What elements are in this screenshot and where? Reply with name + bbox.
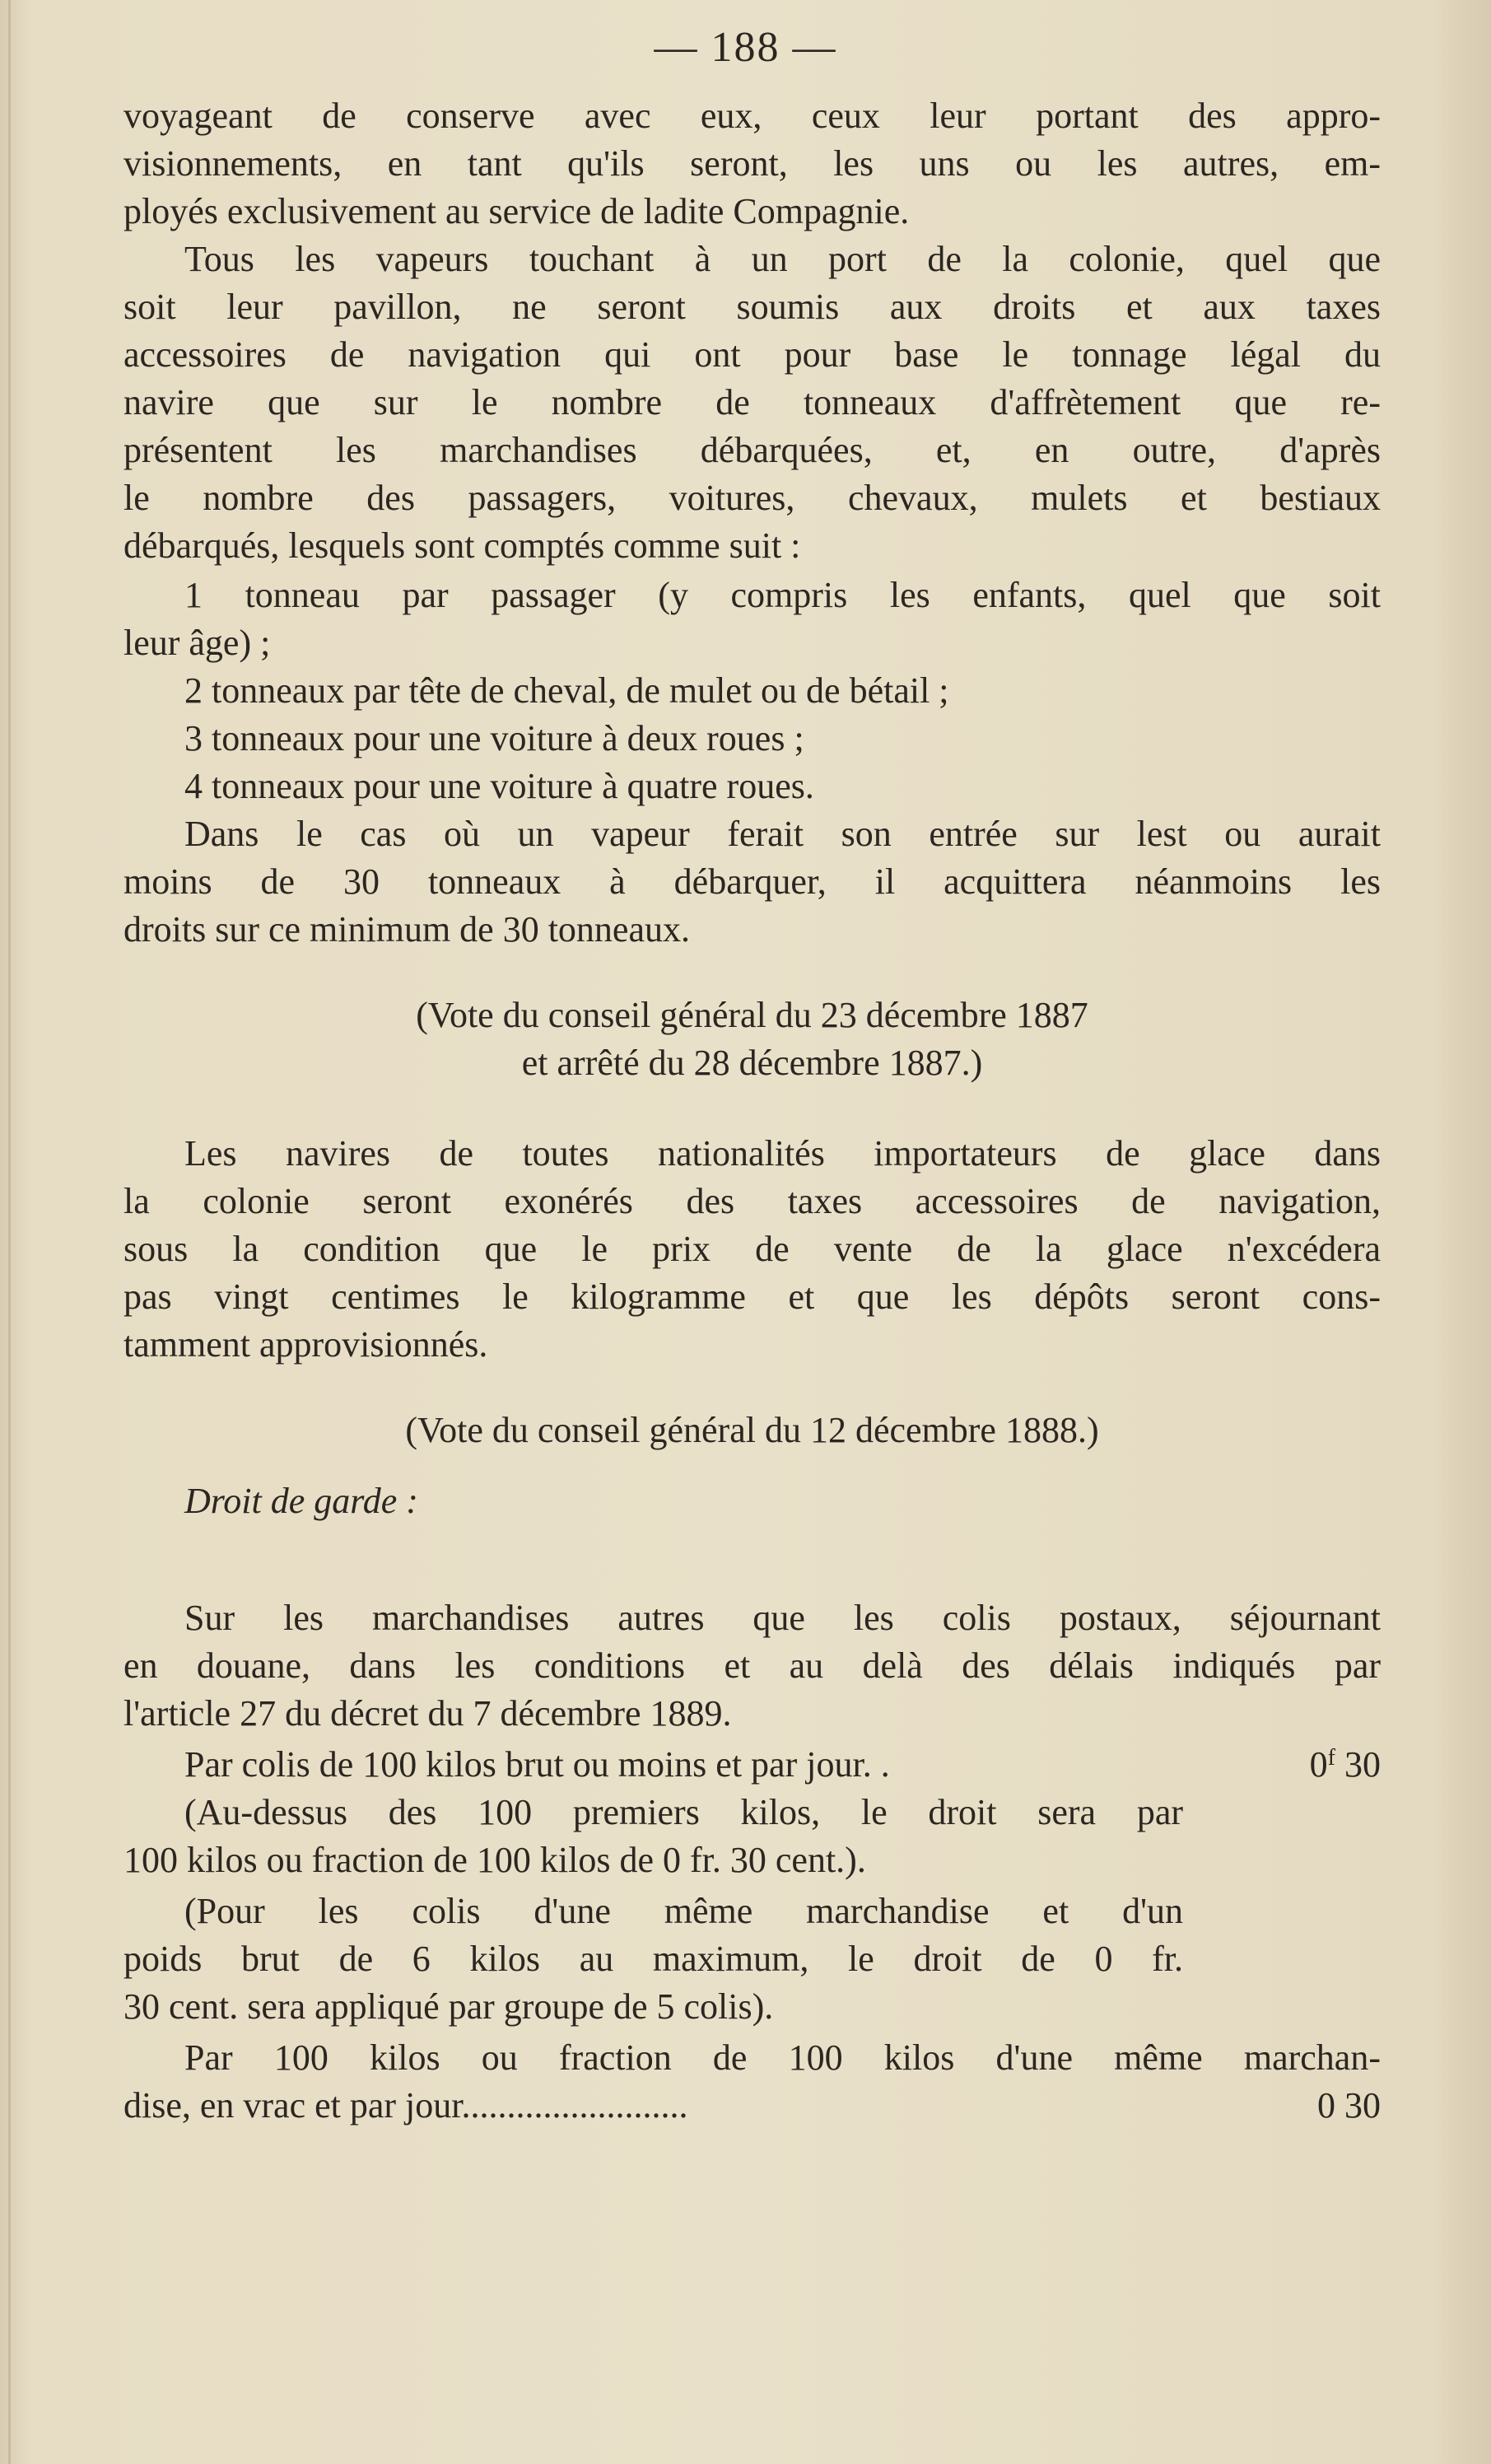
text-line: tamment approvisionnés. [123,1324,488,1365]
text-line: visionnements, en tant qu'ils seront, les uns ou les autres, em- [123,143,1381,184]
text-line: 100 kilos ou fraction de 100 kilos de 0 fr. 30 cent.). [123,1840,866,1880]
section-heading: Droit de garde : [184,1481,418,1521]
text-line: Tous les vapeurs touchant à un port de la colonie, quel que [184,239,1381,279]
text-line: Sur les marchandises autres que les colis postaux, séjournant [184,1598,1381,1638]
price-description: dise, en vrac et par jour......................... [123,2085,688,2126]
text-line: soit leur pavillon, ne seront soumis aux droits et aux taxes [123,287,1381,327]
text-line: navire que sur le nombre de tonneaux d'affrètement que re- [123,382,1381,422]
text-line: débarqués, lesquels sont comptés comme suit : [123,525,801,566]
text-line: moins de 30 tonneaux à débarquer, il acquittera néanmoins les [123,861,1381,902]
text-line: présentent les marchandises débarquées, et, en outre, d'après [123,430,1381,470]
price-row [184,1741,1381,1789]
text-line: en douane, dans les conditions et au delà des délais indiqués par [123,1645,1381,1686]
text-line: Les navires de toutes nationalités importateurs de glace dans [184,1133,1381,1174]
text-line: 30 cent. sera appliqué par groupe de 5 colis). [123,1986,774,2027]
list-item: 4 tonneaux pour une voiture à quatre roues. [184,766,814,806]
text-line: (Au-dessus des 100 premiers kilos, le droit sera par [184,1792,1183,1832]
text-line: accessoires de navigation qui ont pour base le tonnage légal du [123,334,1381,375]
text-line: (Pour les colis d'une même marchandise et d'un [184,1891,1183,1931]
text-line: poids brut de 6 kilos au maximum, le droit de 0 fr. [123,1939,1183,1979]
list-item: 2 tonneaux par tête de cheval, de mulet ou de bétail ; [184,670,949,711]
vote-citation: et arrêté du 28 décembre 1887.) [521,1043,983,1083]
text-line: voyageant de conserve avec eux, ceux leur portant des appro- [123,96,1381,136]
text-line: Dans le cas où un vapeur ferait son entrée sur lest ou aurait [184,814,1381,854]
price-amount [1285,1741,1381,1789]
text-line: droits sur ce minimum de 30 tonneaux. [123,909,690,950]
text-line: l'article 27 du décret du 7 décembre 1889. [123,1693,732,1734]
vote-citation: (Vote du conseil général du 23 décembre 1887 [416,995,1088,1035]
page-edge [8,0,11,2464]
text-line: le nombre des passagers, voitures, chevaux, mulets et bestiaux [123,478,1381,518]
list-item: 1 tonneau par passager (y compris les enfants, quel que soit [184,575,1381,615]
price-amount: 0 30 [1317,2085,1381,2126]
price-description: Par colis de 100 kilos brut ou moins et par jour. . [184,1744,890,1785]
text-line: sous la condition que le prix de vente de la glace n'excédera [123,1229,1381,1269]
text-line: la colonie seront exonérés des taxes accessoires de navigation, [123,1181,1381,1221]
price-amount-suffix: f [1327,1745,1335,1771]
price-row [123,2082,1381,2130]
text-line: Par 100 kilos ou fraction de 100 kilos d'une même marchan- [184,2037,1381,2078]
list-item-continuation: leur âge) ; [123,623,271,663]
list-item: 3 tonneaux pour une voiture à deux roues ; [184,718,804,758]
price-amount-cents: 30 [1335,1744,1381,1785]
price-amount-units: 0 [1309,1744,1328,1785]
vote-citation: (Vote du conseil général du 12 décembre 1888.) [405,1410,1099,1450]
page-number: — 188 — [654,24,837,71]
text-line: ployés exclusivement au service de ladite Compagnie. [123,191,910,231]
text-line: pas vingt centimes le kilogramme et que les dépôts seront cons- [123,1276,1381,1317]
